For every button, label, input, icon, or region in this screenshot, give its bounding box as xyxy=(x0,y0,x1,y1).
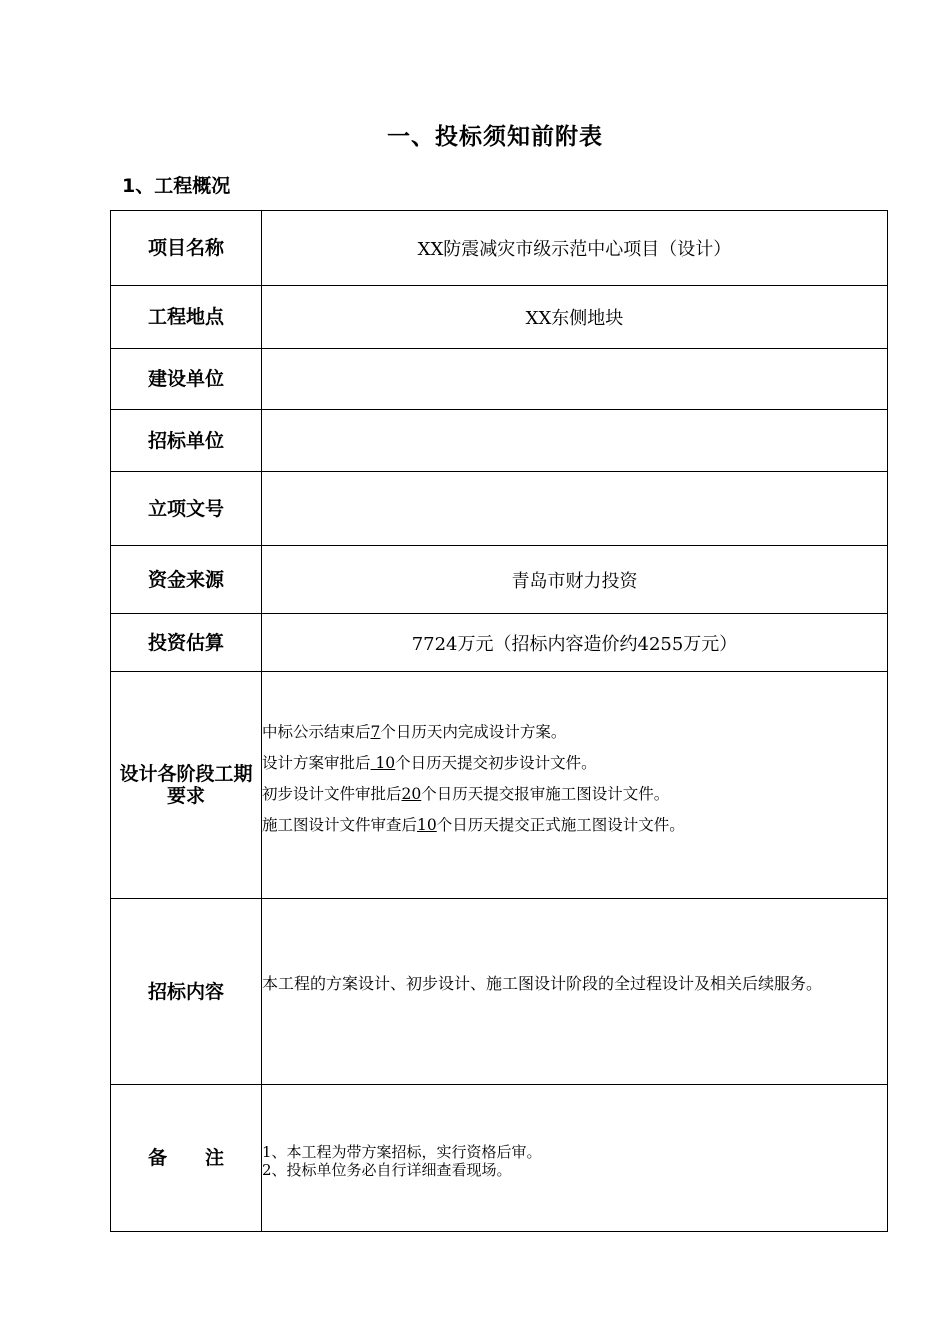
investment-value: 7724万元（招标内容造价约4255万元） xyxy=(262,614,888,672)
schedule-value xyxy=(262,672,888,899)
investment-label: 投资估算 xyxy=(111,614,262,672)
tenderer-value xyxy=(262,410,888,472)
scope-label: 招标内容 xyxy=(111,899,262,1085)
remarks-label: 备 注 xyxy=(111,1085,262,1232)
table-row xyxy=(111,410,888,472)
funding-value: 青岛市财力投资 xyxy=(262,546,888,614)
funding-label: 资金来源 xyxy=(111,546,262,614)
location-value: XX东侧地块 xyxy=(262,286,888,349)
table-row xyxy=(111,472,888,546)
table-row xyxy=(111,672,888,899)
section-heading: 1、工程概况 xyxy=(122,175,231,197)
schedule-label xyxy=(111,672,262,899)
remarks-value xyxy=(262,1085,888,1232)
builder-label: 建设单位 xyxy=(111,349,262,410)
table-row xyxy=(111,211,888,286)
table-row xyxy=(111,614,888,672)
table-row xyxy=(111,899,888,1085)
schedule-line: 施工图设计文件审查后10个日历天提交正式施工图设计文件。 xyxy=(262,816,685,834)
table-row xyxy=(111,546,888,614)
schedule-line: 初步设计文件审批后20个日历天提交报审施工图设计文件。 xyxy=(262,785,670,803)
builder-value xyxy=(262,349,888,410)
approval-number-label: 立项文号 xyxy=(111,472,262,546)
table-row xyxy=(111,1085,888,1232)
schedule-line: 设计方案审批后 10个日历天提交初步设计文件。 xyxy=(262,754,597,772)
approval-number-value xyxy=(262,472,888,546)
remarks-line: 1、本工程为带方案招标，实行资格后审。 xyxy=(262,1143,542,1161)
table-row xyxy=(111,349,888,410)
project-overview-table xyxy=(110,210,888,1232)
table-row xyxy=(111,286,888,349)
document-title: 一、投标须知前附表 xyxy=(387,124,603,150)
remarks-line: 2、投标单位务必自行详细查看现场。 xyxy=(262,1161,512,1179)
project-name-value: XX防震减灾市级示范中心项目（设计） xyxy=(262,211,888,286)
project-name-label: 项目名称 xyxy=(111,211,262,286)
location-label: 工程地点 xyxy=(111,286,262,349)
tenderer-label: 招标单位 xyxy=(111,410,262,472)
schedule-line: 中标公示结束后7个日历天内完成设计方案。 xyxy=(262,723,567,741)
scope-value: 本工程的方案设计、初步设计、施工图设计阶段的全过程设计及相关后续服务。 xyxy=(262,899,888,1085)
schedule-label-text: 设计各阶段工期要求 xyxy=(119,763,253,807)
